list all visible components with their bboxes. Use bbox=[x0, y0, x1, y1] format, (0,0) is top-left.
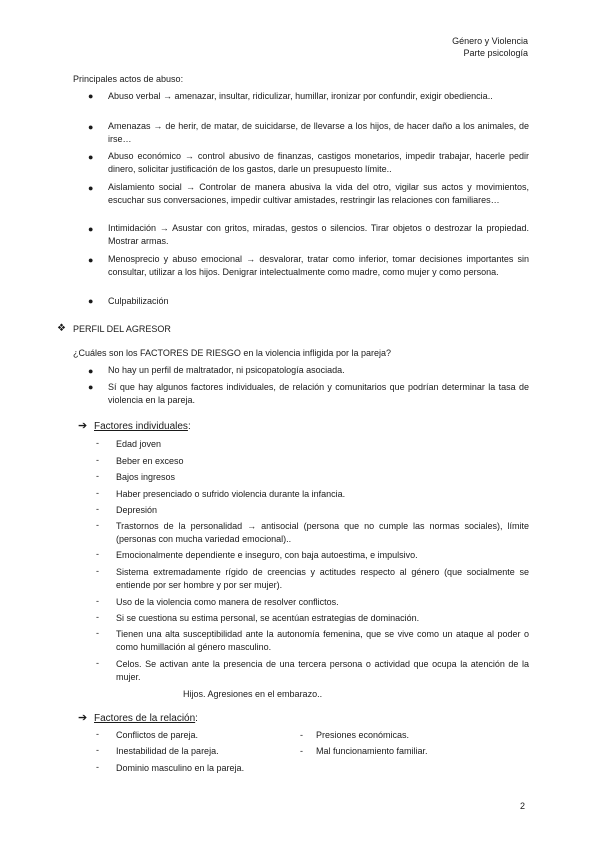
dash-icon: - bbox=[96, 566, 99, 576]
factor-item: Si se cuestiona su estima personal, se acentúan estrategias de dominación. bbox=[116, 613, 420, 623]
dash-icon: - bbox=[96, 455, 99, 465]
page-header bbox=[452, 35, 528, 59]
factor-item: Trastornos de la personalidad → antisocial (persona que no cumple las normas sociales), límite (personas con mucha variedad emocional).. bbox=[116, 521, 529, 544]
dash-icon: - bbox=[300, 730, 303, 740]
dash-icon: - bbox=[96, 438, 99, 448]
abuse-item: Amenazas → de herir, de matar, de suicidarse, de llevarse a los hijos, de hacer daño a los animales, de irse… bbox=[108, 121, 529, 144]
header-part: Parte psicología bbox=[463, 48, 528, 58]
abuse-heading: Principales actos de abuso: bbox=[73, 74, 184, 84]
bullet-icon: ● bbox=[88, 183, 94, 193]
subsection-title-text: Factores individuales bbox=[94, 421, 188, 432]
relation-factor: Dominio masculino en la pareja. bbox=[116, 763, 245, 773]
dash-icon: - bbox=[96, 504, 99, 514]
factor-item: Depresión bbox=[116, 505, 158, 515]
arrow-right-icon: ➔ bbox=[78, 712, 88, 724]
bullet-icon: ● bbox=[88, 255, 94, 265]
diamond-bullet-icon: ❖ bbox=[57, 323, 66, 334]
abuse-item: Culpabilización bbox=[108, 296, 169, 306]
abuse-item: Aislamiento social → Controlar de manera abusiva la vida del otro, vigilar sus actos y movimientos, escuchar sus conversaciones, impedir cultivar amistades, restringir las relaciones con familiares… bbox=[108, 182, 529, 205]
risk-question: ¿Cuáles son los FACTORES DE RIESGO en la violencia infligida por la pareja? bbox=[73, 348, 391, 358]
abuse-item: Menosprecio y abuso emocional → desvalorar, tratar como inferior, tomar decisiones importantes sin consultar, utilizar a los hijos. Denigrar intelectualmente como madre, como mujer y como persona. bbox=[108, 254, 529, 277]
dash-icon: - bbox=[96, 745, 99, 755]
bullet-icon: ● bbox=[88, 296, 94, 306]
relation-factor: Mal funcionamiento familiar. bbox=[316, 746, 428, 756]
dash-icon: - bbox=[96, 520, 99, 530]
dash-icon: - bbox=[96, 488, 99, 498]
dash-icon: - bbox=[96, 549, 99, 559]
factor-item: Emocionalmente dependiente e inseguro, con baja autoestima, e impulsivo. bbox=[116, 550, 418, 560]
section-title: PERFIL DEL AGRESOR bbox=[73, 324, 171, 334]
factor-item: Bajos ingresos bbox=[116, 472, 176, 482]
factor-item: Sistema extremadamente rígido de creencias y actitudes respecto al género (que socialmente se entiende por ser hombre y por ser mujer). bbox=[116, 567, 529, 590]
factor-item: Uso de la violencia como manera de resolver conflictos. bbox=[116, 597, 339, 607]
bullet-icon: ● bbox=[88, 224, 94, 234]
bullet-icon: ● bbox=[88, 152, 94, 162]
bullet-icon: ● bbox=[88, 122, 94, 132]
risk-bullet: Sí que hay algunos factores individuales, de relación y comunitarios que podrían determinar la tasa de violencia en la pareja. bbox=[108, 382, 529, 405]
dash-icon: - bbox=[96, 762, 99, 772]
subsection-title-colon: : bbox=[195, 713, 198, 724]
dash-icon: - bbox=[96, 658, 99, 668]
subsection-title-text: Factores de la relación bbox=[94, 713, 196, 724]
dash-icon: - bbox=[96, 628, 99, 638]
subsection-title-colon: : bbox=[187, 421, 191, 432]
header-subject: Género y Violencia bbox=[452, 36, 528, 46]
dash-icon: - bbox=[300, 746, 303, 756]
abuse-item: Abuso económico → control abusivo de finanzas, castigos monetarios, impedir trabajar, hacerle pedir dinero, solicitar justificación de los gastos, darle un presupuesto límite.. bbox=[108, 151, 529, 174]
arrow-right-icon: ➔ bbox=[78, 420, 88, 432]
dash-icon: - bbox=[96, 612, 99, 622]
dash-icon: - bbox=[96, 596, 99, 606]
factor-item: Tienen una alta susceptibilidad ante la autonomía femenina, que se vive como un ataque al poder o como humillación al género masculino. bbox=[116, 629, 529, 652]
relation-factor: Inestabilidad de la pareja. bbox=[116, 746, 219, 756]
subsection-title bbox=[94, 712, 198, 725]
relation-factor: Conflictos de pareja. bbox=[116, 730, 199, 740]
dash-icon: - bbox=[96, 471, 99, 481]
factor-item: Haber presenciado o sufrido violencia durante la infancia. bbox=[116, 489, 346, 499]
factor-extra: Hijos. Agresiones en el embarazo.. bbox=[183, 689, 323, 699]
factor-item: Beber en exceso bbox=[116, 456, 184, 466]
abuse-item: Intimidación → Asustar con gritos, miradas, gestos o silencios. Tirar objetos o destrozar la propiedad. Mostrar armas. bbox=[108, 223, 529, 246]
bullet-icon: ● bbox=[88, 91, 94, 101]
relation-factor: Presiones económicas. bbox=[316, 730, 410, 740]
bullet-icon: ● bbox=[88, 366, 94, 376]
page-number: 2 bbox=[519, 801, 525, 811]
factor-item: Edad joven bbox=[116, 439, 162, 449]
dash-icon: - bbox=[96, 729, 99, 739]
subsection-title bbox=[94, 420, 191, 433]
risk-bullet: No hay un perfil de maltratador, ni psicopatología asociada. bbox=[108, 365, 345, 375]
factor-item: Celos. Se activan ante la presencia de una tercera persona o actividad que ocupa la atención de la mujer. bbox=[116, 659, 529, 682]
abuse-item: Abuso verbal → amenazar, insultar, ridiculizar, humillar, ironizar por confundir, exigir obediencia.. bbox=[108, 91, 493, 101]
bullet-icon: ● bbox=[88, 382, 94, 392]
